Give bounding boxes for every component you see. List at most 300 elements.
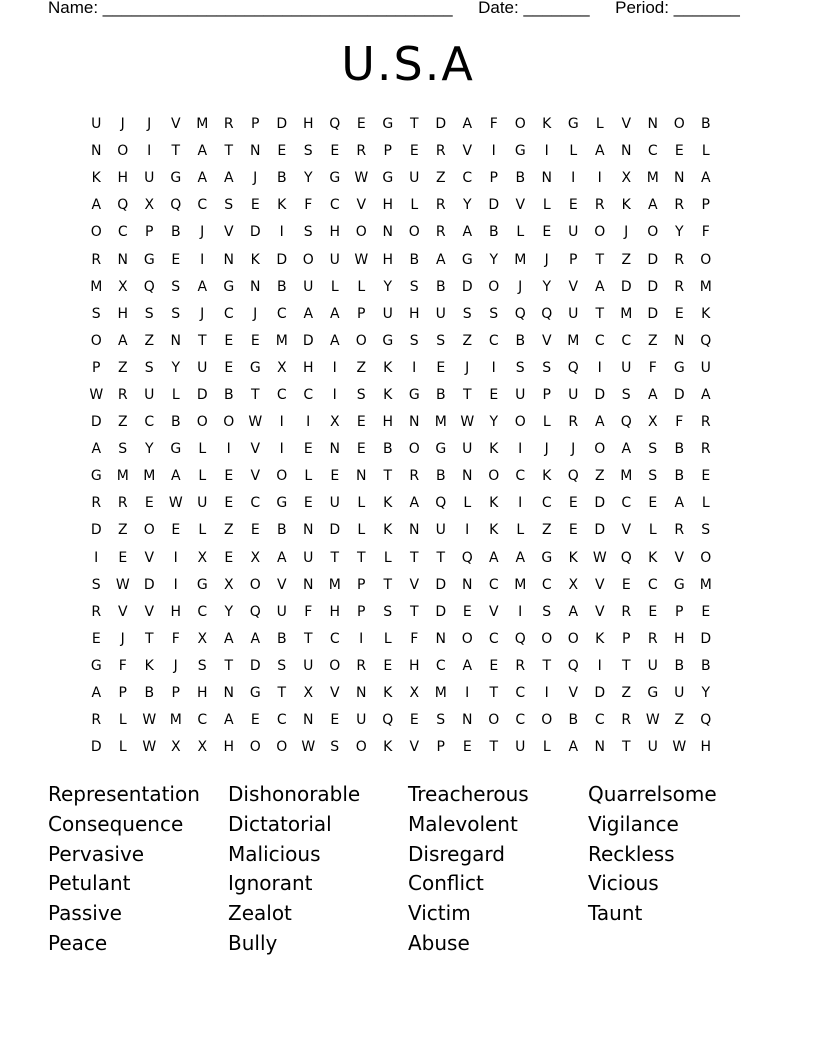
grid-letter[interactable]: K xyxy=(383,522,393,539)
grid-letter[interactable]: T xyxy=(489,685,499,702)
grid-letter[interactable]: N xyxy=(223,685,234,702)
grid-letter[interactable]: Q xyxy=(117,197,129,214)
grid-letter[interactable]: O xyxy=(541,712,553,729)
grid-letter[interactable]: I xyxy=(465,522,470,539)
grid-letter[interactable]: O xyxy=(673,116,685,133)
grid-letter[interactable]: U xyxy=(515,739,526,756)
grid-letter[interactable]: H xyxy=(700,739,712,756)
grid-letter[interactable]: S xyxy=(515,359,525,376)
grid-letter[interactable]: J xyxy=(518,278,523,295)
grid-letter[interactable]: E xyxy=(91,630,101,647)
grid-letter[interactable]: T xyxy=(224,143,234,160)
grid-letter[interactable]: C xyxy=(250,495,261,512)
grid-letter[interactable]: Q xyxy=(461,549,473,566)
grid-letter[interactable]: A xyxy=(515,549,526,566)
grid-letter[interactable]: U xyxy=(329,495,340,512)
grid-letter[interactable]: C xyxy=(594,712,605,729)
grid-letter[interactable]: H xyxy=(302,359,314,376)
grid-letter[interactable]: N xyxy=(356,685,367,702)
grid-letter[interactable]: S xyxy=(171,278,181,295)
grid-letter[interactable]: X xyxy=(621,170,632,187)
grid-letter[interactable]: J xyxy=(253,305,258,322)
grid-letter[interactable]: O xyxy=(276,739,288,756)
grid-letter[interactable]: G xyxy=(249,359,261,376)
grid-letter[interactable]: H xyxy=(329,603,341,620)
grid-letter[interactable]: E xyxy=(330,712,340,729)
grid-letter[interactable]: T xyxy=(250,386,260,403)
grid-letter[interactable]: O xyxy=(249,739,261,756)
grid-letter[interactable]: Q xyxy=(514,630,526,647)
grid-letter[interactable]: Q xyxy=(567,359,579,376)
grid-letter[interactable]: S xyxy=(356,386,366,403)
grid-letter[interactable]: M xyxy=(646,170,659,187)
grid-letter[interactable]: T xyxy=(595,251,605,268)
grid-letter[interactable]: M xyxy=(143,468,156,485)
grid-letter[interactable]: I xyxy=(173,576,178,593)
grid-letter[interactable]: X xyxy=(197,549,208,566)
grid-letter[interactable]: P xyxy=(92,359,101,376)
grid-letter[interactable]: X xyxy=(303,685,314,702)
grid-letter[interactable]: Z xyxy=(435,170,446,187)
grid-letter[interactable]: I xyxy=(518,603,523,620)
grid-letter[interactable]: T xyxy=(197,332,207,349)
grid-letter[interactable]: X xyxy=(250,549,261,566)
grid-letter[interactable]: M xyxy=(196,116,209,133)
grid-letter[interactable]: T xyxy=(277,685,287,702)
grid-letter[interactable]: Z xyxy=(621,251,632,268)
grid-letter[interactable]: S xyxy=(303,143,313,160)
grid-letter[interactable]: U xyxy=(462,441,473,458)
grid-letter[interactable]: C xyxy=(329,630,340,647)
grid-letter[interactable]: L xyxy=(357,495,366,512)
grid-letter[interactable]: U xyxy=(674,685,685,702)
grid-letter[interactable]: N xyxy=(462,712,473,729)
grid-letter[interactable]: D xyxy=(647,278,659,295)
grid-letter[interactable]: C xyxy=(276,305,287,322)
grid-letter[interactable]: G xyxy=(461,251,473,268)
grid-letter[interactable]: D xyxy=(700,630,712,647)
grid-letter[interactable]: D xyxy=(435,116,447,133)
grid-letter[interactable]: G xyxy=(408,386,420,403)
grid-letter[interactable]: T xyxy=(224,657,234,674)
grid-letter[interactable]: W xyxy=(115,576,130,593)
grid-letter[interactable]: Y xyxy=(674,224,684,241)
grid-letter[interactable]: V xyxy=(144,549,155,566)
grid-letter[interactable]: X xyxy=(223,576,234,593)
grid-letter[interactable]: G xyxy=(170,170,182,187)
grid-letter[interactable]: C xyxy=(144,414,155,431)
grid-letter[interactable]: W xyxy=(142,739,157,756)
grid-letter[interactable]: O xyxy=(90,332,102,349)
grid-letter[interactable]: H xyxy=(408,657,420,674)
grid-letter[interactable]: L xyxy=(330,278,339,295)
grid-letter[interactable]: K xyxy=(91,170,101,187)
grid-letter[interactable]: A xyxy=(462,224,473,241)
grid-letter[interactable]: H xyxy=(196,685,208,702)
grid-letter[interactable]: T xyxy=(144,630,154,647)
grid-letter[interactable]: V xyxy=(621,522,632,539)
grid-letter[interactable]: X xyxy=(197,739,208,756)
grid-letter[interactable]: C xyxy=(223,305,234,322)
grid-letter[interactable]: O xyxy=(700,549,712,566)
grid-letter[interactable]: U xyxy=(647,739,658,756)
grid-letter[interactable]: R xyxy=(435,224,446,241)
grid-letter[interactable]: S xyxy=(330,739,340,756)
grid-letter[interactable]: V xyxy=(329,685,340,702)
grid-letter[interactable]: N xyxy=(303,522,314,539)
grid-letter[interactable]: E xyxy=(356,414,366,431)
grid-letter[interactable]: H xyxy=(117,305,129,322)
grid-letter[interactable]: G xyxy=(249,685,261,702)
grid-letter[interactable]: K xyxy=(383,386,393,403)
grid-letter[interactable]: U xyxy=(700,359,711,376)
grid-letter[interactable]: E xyxy=(701,468,711,485)
grid-letter[interactable]: F xyxy=(304,603,313,620)
grid-letter[interactable]: I xyxy=(279,224,284,241)
grid-letter[interactable]: O xyxy=(514,116,526,133)
grid-letter[interactable]: E xyxy=(674,305,684,322)
grid-letter[interactable]: M xyxy=(567,332,580,349)
grid-letter[interactable]: C xyxy=(435,657,446,674)
grid-letter[interactable]: F xyxy=(410,630,419,647)
grid-letter[interactable]: O xyxy=(90,224,102,241)
grid-letter[interactable]: D xyxy=(249,224,261,241)
name-field[interactable]: Name: _____________________________________ xyxy=(48,0,453,17)
grid-letter[interactable]: N xyxy=(117,251,128,268)
grid-letter[interactable]: P xyxy=(436,739,445,756)
grid-letter[interactable]: E xyxy=(144,495,154,512)
grid-letter[interactable]: R xyxy=(356,143,367,160)
grid-letter[interactable]: D xyxy=(594,685,606,702)
grid-letter[interactable]: G xyxy=(567,116,579,133)
grid-letter[interactable]: E xyxy=(224,359,234,376)
grid-letter[interactable]: B xyxy=(515,170,526,187)
grid-letter[interactable]: R xyxy=(568,414,579,431)
grid-letter[interactable]: Q xyxy=(567,468,579,485)
grid-letter[interactable]: A xyxy=(647,197,658,214)
grid-letter[interactable]: O xyxy=(488,468,500,485)
grid-letter[interactable]: B xyxy=(435,468,446,485)
grid-letter[interactable]: E xyxy=(568,495,578,512)
grid-letter[interactable]: W xyxy=(168,495,183,512)
grid-letter[interactable]: M xyxy=(514,251,527,268)
grid-letter[interactable]: E xyxy=(303,495,313,512)
grid-letter[interactable]: M xyxy=(275,332,288,349)
grid-letter[interactable]: Z xyxy=(462,332,473,349)
grid-letter[interactable]: G xyxy=(276,495,288,512)
grid-letter[interactable]: S xyxy=(91,305,101,322)
grid-letter[interactable]: U xyxy=(197,495,208,512)
grid-letter[interactable]: T xyxy=(409,603,419,620)
grid-letter[interactable]: N xyxy=(409,414,420,431)
grid-letter[interactable]: A xyxy=(197,170,208,187)
grid-letter[interactable]: E xyxy=(489,386,499,403)
grid-letter[interactable]: S xyxy=(701,522,711,539)
grid-letter[interactable]: D xyxy=(302,332,314,349)
grid-letter[interactable]: I xyxy=(173,549,178,566)
grid-letter[interactable]: A xyxy=(170,468,181,485)
grid-letter[interactable]: L xyxy=(198,441,207,458)
grid-letter[interactable]: X xyxy=(144,197,155,214)
grid-letter[interactable]: U xyxy=(621,359,632,376)
grid-letter[interactable]: H xyxy=(117,170,129,187)
grid-letter[interactable]: U xyxy=(515,386,526,403)
grid-letter[interactable]: Y xyxy=(701,685,711,702)
grid-letter[interactable]: Z xyxy=(117,359,128,376)
grid-letter[interactable]: E xyxy=(250,332,260,349)
grid-letter[interactable]: S xyxy=(91,576,101,593)
grid-letter[interactable]: B xyxy=(488,224,499,241)
grid-letter[interactable]: O xyxy=(541,630,553,647)
grid-letter[interactable]: H xyxy=(329,224,341,241)
grid-letter[interactable]: Q xyxy=(567,657,579,674)
grid-letter[interactable]: I xyxy=(226,441,231,458)
grid-letter[interactable]: T xyxy=(303,630,313,647)
grid-letter[interactable]: A xyxy=(647,386,658,403)
grid-letter[interactable]: D xyxy=(620,278,632,295)
grid-letter[interactable]: R xyxy=(223,116,234,133)
grid-letter[interactable]: I xyxy=(332,386,337,403)
grid-letter[interactable]: O xyxy=(594,441,606,458)
grid-letter[interactable]: X xyxy=(170,739,181,756)
grid-letter[interactable]: U xyxy=(568,386,579,403)
grid-letter[interactable]: L xyxy=(171,386,180,403)
grid-letter[interactable]: X xyxy=(197,630,208,647)
grid-letter[interactable]: O xyxy=(355,224,367,241)
grid-letter[interactable]: C xyxy=(329,197,340,214)
grid-letter[interactable]: B xyxy=(700,116,711,133)
grid-letter[interactable]: S xyxy=(409,278,419,295)
grid-letter[interactable]: L xyxy=(542,197,551,214)
grid-letter[interactable]: M xyxy=(434,414,447,431)
grid-letter[interactable]: Q xyxy=(435,495,447,512)
grid-letter[interactable]: Z xyxy=(541,522,552,539)
grid-letter[interactable]: E xyxy=(542,224,552,241)
grid-letter[interactable]: R xyxy=(674,278,685,295)
grid-letter[interactable]: O xyxy=(143,522,155,539)
grid-letter[interactable]: D xyxy=(673,386,685,403)
grid-letter[interactable]: J xyxy=(571,441,576,458)
grid-letter[interactable]: S xyxy=(171,305,181,322)
grid-letter[interactable]: E xyxy=(171,522,181,539)
grid-letter[interactable]: E xyxy=(568,522,578,539)
grid-letter[interactable]: I xyxy=(544,685,549,702)
grid-letter[interactable]: P xyxy=(357,576,366,593)
grid-letter[interactable]: N xyxy=(674,170,685,187)
grid-letter[interactable]: Z xyxy=(117,414,128,431)
grid-letter[interactable]: T xyxy=(621,739,631,756)
grid-letter[interactable]: H xyxy=(302,116,314,133)
grid-letter[interactable]: Q xyxy=(514,305,526,322)
grid-letter[interactable]: Q xyxy=(700,712,712,729)
grid-letter[interactable]: L xyxy=(701,143,710,160)
grid-letter[interactable]: I xyxy=(279,441,284,458)
date-field[interactable]: Date: _______ xyxy=(478,0,590,17)
grid-letter[interactable]: E xyxy=(303,441,313,458)
grid-letter[interactable]: B xyxy=(435,386,446,403)
grid-letter[interactable]: V xyxy=(488,603,499,620)
grid-letter[interactable]: Y xyxy=(224,603,234,620)
grid-letter[interactable]: L xyxy=(304,468,313,485)
grid-letter[interactable]: A xyxy=(197,143,208,160)
grid-letter[interactable]: Z xyxy=(647,332,658,349)
grid-letter[interactable]: G xyxy=(90,468,102,485)
grid-letter[interactable]: G xyxy=(673,359,685,376)
grid-letter[interactable]: R xyxy=(356,657,367,674)
grid-letter[interactable]: E xyxy=(409,143,419,160)
grid-letter[interactable]: L xyxy=(516,224,525,241)
grid-letter[interactable]: U xyxy=(647,657,658,674)
grid-letter[interactable]: J xyxy=(120,116,125,133)
grid-letter[interactable]: D xyxy=(461,278,473,295)
grid-letter[interactable]: R xyxy=(91,712,102,729)
grid-letter[interactable]: Q xyxy=(329,116,341,133)
grid-letter[interactable]: M xyxy=(699,576,712,593)
grid-letter[interactable]: K xyxy=(568,549,578,566)
grid-letter[interactable]: T xyxy=(542,657,552,674)
grid-letter[interactable]: R xyxy=(621,712,632,729)
grid-letter[interactable]: O xyxy=(329,657,341,674)
grid-letter[interactable]: K xyxy=(250,251,260,268)
grid-letter[interactable]: T xyxy=(489,739,499,756)
grid-letter[interactable]: I xyxy=(571,170,576,187)
grid-letter[interactable]: G xyxy=(382,332,394,349)
grid-letter[interactable]: B xyxy=(700,657,711,674)
grid-letter[interactable]: Z xyxy=(356,359,367,376)
grid-letter[interactable]: S xyxy=(648,441,658,458)
grid-letter[interactable]: G xyxy=(196,576,208,593)
grid-letter[interactable]: L xyxy=(701,495,710,512)
grid-letter[interactable]: C xyxy=(594,332,605,349)
grid-letter[interactable]: E xyxy=(436,359,446,376)
grid-letter[interactable]: D xyxy=(90,414,102,431)
grid-letter[interactable]: I xyxy=(359,630,364,647)
grid-letter[interactable]: E xyxy=(489,657,499,674)
grid-letter[interactable]: W xyxy=(592,549,607,566)
grid-letter[interactable]: C xyxy=(515,468,526,485)
grid-letter[interactable]: J xyxy=(200,305,205,322)
grid-letter[interactable]: S xyxy=(383,603,393,620)
grid-letter[interactable]: B xyxy=(170,224,181,241)
grid-letter[interactable]: T xyxy=(383,468,393,485)
grid-letter[interactable]: V xyxy=(515,197,526,214)
grid-letter[interactable]: O xyxy=(488,278,500,295)
grid-letter[interactable]: R xyxy=(91,603,102,620)
grid-letter[interactable]: O xyxy=(594,224,606,241)
grid-letter[interactable]: F xyxy=(304,197,313,214)
grid-letter[interactable]: O xyxy=(408,224,420,241)
grid-letter[interactable]: S xyxy=(542,603,552,620)
grid-letter[interactable]: G xyxy=(541,549,553,566)
grid-letter[interactable]: D xyxy=(647,305,659,322)
grid-letter[interactable]: H xyxy=(382,251,394,268)
grid-letter[interactable]: F xyxy=(118,657,127,674)
grid-letter[interactable]: A xyxy=(91,441,102,458)
grid-letter[interactable]: A xyxy=(329,305,340,322)
grid-letter[interactable]: G xyxy=(329,170,341,187)
grid-letter[interactable]: S xyxy=(462,305,472,322)
grid-letter[interactable]: B xyxy=(223,386,234,403)
grid-letter[interactable]: C xyxy=(541,495,552,512)
grid-letter[interactable]: G xyxy=(673,576,685,593)
grid-letter[interactable]: B xyxy=(674,441,685,458)
grid-letter[interactable]: C xyxy=(197,197,208,214)
grid-letter[interactable]: B xyxy=(674,468,685,485)
grid-letter[interactable]: A xyxy=(223,630,234,647)
grid-letter[interactable]: W xyxy=(645,712,660,729)
grid-letter[interactable]: Y xyxy=(489,414,499,431)
grid-letter[interactable]: A xyxy=(594,414,605,431)
grid-letter[interactable]: X xyxy=(329,414,340,431)
grid-letter[interactable]: N xyxy=(621,143,632,160)
grid-letter[interactable]: J xyxy=(253,170,258,187)
grid-letter[interactable]: A xyxy=(488,549,499,566)
grid-letter[interactable]: W xyxy=(301,739,316,756)
grid-letter[interactable]: A xyxy=(223,712,234,729)
grid-letter[interactable]: O xyxy=(355,739,367,756)
grid-letter[interactable]: S xyxy=(542,359,552,376)
grid-letter[interactable]: L xyxy=(648,522,657,539)
grid-letter[interactable]: V xyxy=(409,576,420,593)
grid-letter[interactable]: D xyxy=(594,522,606,539)
grid-letter[interactable]: C xyxy=(303,386,314,403)
grid-letter[interactable]: K xyxy=(277,197,287,214)
grid-letter[interactable]: P xyxy=(489,170,498,187)
grid-letter[interactable]: C xyxy=(488,576,499,593)
grid-letter[interactable]: P xyxy=(569,251,578,268)
grid-letter[interactable]: E xyxy=(330,468,340,485)
grid-letter[interactable]: U xyxy=(197,359,208,376)
grid-letter[interactable]: G xyxy=(143,251,155,268)
grid-letter[interactable]: R xyxy=(674,197,685,214)
grid-letter[interactable]: U xyxy=(568,224,579,241)
grid-letter[interactable]: K xyxy=(621,197,631,214)
grid-letter[interactable]: A xyxy=(462,657,473,674)
grid-letter[interactable]: P xyxy=(383,143,392,160)
grid-letter[interactable]: W xyxy=(460,414,475,431)
grid-letter[interactable]: P xyxy=(357,305,366,322)
grid-letter[interactable]: P xyxy=(171,685,180,702)
grid-letter[interactable]: A xyxy=(568,739,579,756)
grid-letter[interactable]: R xyxy=(91,495,102,512)
grid-letter[interactable]: V xyxy=(594,603,605,620)
grid-letter[interactable]: C xyxy=(197,712,208,729)
grid-letter[interactable]: V xyxy=(250,441,261,458)
grid-letter[interactable]: X xyxy=(117,278,128,295)
grid-letter[interactable]: M xyxy=(514,576,527,593)
grid-letter[interactable]: V xyxy=(674,549,685,566)
grid-letter[interactable]: A xyxy=(674,495,685,512)
grid-letter[interactable]: E xyxy=(224,549,234,566)
grid-letter[interactable]: S xyxy=(144,359,154,376)
grid-letter[interactable]: T xyxy=(356,549,366,566)
grid-letter[interactable]: Q xyxy=(620,549,632,566)
grid-letter[interactable]: Q xyxy=(700,332,712,349)
grid-letter[interactable]: U xyxy=(144,170,155,187)
grid-letter[interactable]: J xyxy=(200,224,205,241)
grid-letter[interactable]: S xyxy=(648,468,658,485)
grid-letter[interactable]: N xyxy=(674,332,685,349)
grid-letter[interactable]: K xyxy=(542,116,552,133)
grid-letter[interactable]: I xyxy=(279,414,284,431)
grid-letter[interactable]: S xyxy=(303,224,313,241)
grid-letter[interactable]: Y xyxy=(383,278,393,295)
grid-letter[interactable]: G xyxy=(170,441,182,458)
grid-letter[interactable]: O xyxy=(514,414,526,431)
grid-letter[interactable]: J xyxy=(544,441,549,458)
grid-letter[interactable]: D xyxy=(143,576,155,593)
grid-letter[interactable]: G xyxy=(90,657,102,674)
